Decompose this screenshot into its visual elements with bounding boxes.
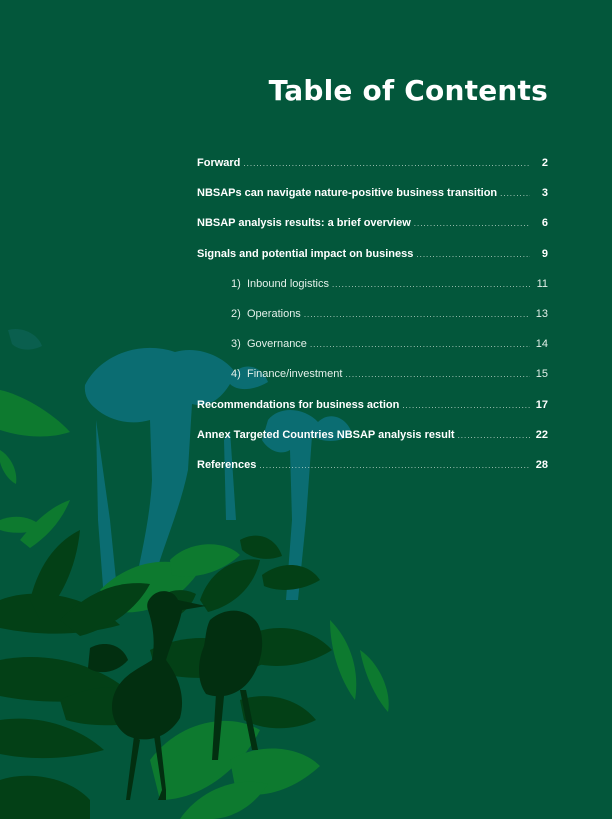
toc-entry[interactable] [197,338,548,368]
toc-entry-page-number: 2 [541,157,548,169]
toc-entry[interactable] [197,187,548,217]
page-title: Table of Contents [268,74,548,107]
toc-dot-leader [259,461,530,470]
toc-entry[interactable] [197,248,548,278]
toc-entry-label: NBSAP analysis results: a brief overview [197,217,411,230]
toc-entry-number: 1) [231,277,241,290]
toc-entry-number: 4) [231,368,241,381]
toc-entry-page-number: 9 [541,247,548,260]
toc-entry-page-number: 11 [536,277,548,290]
toc-entry-page-number: 22 [535,428,548,441]
toc-entry-page-number: 15 [535,368,548,381]
toc-entry-label: References [197,458,257,471]
toc-entry[interactable] [197,308,548,338]
toc-entry-page-number: 17 [535,398,548,411]
toc-dot-leader [243,159,530,168]
toc-dot-leader [310,340,530,349]
toc-entry[interactable] [197,399,548,429]
toc-dot-leader [402,401,530,410]
toc-entry-label: Inbound logistics [247,277,329,290]
toc-dot-leader [345,370,530,379]
toc-entry[interactable] [197,368,548,398]
toc-dot-leader [332,280,530,289]
toc-entry-label: Annex Targeted Countries NBSAP analysis result [197,428,455,441]
toc-entry-page-number: 6 [541,217,548,230]
toc-entry-label: Signals and potential impact on business [197,247,414,260]
toc-entry-number: 2) [231,307,241,320]
toc-entry-page-number: 13 [535,307,548,320]
toc-entry[interactable] [197,429,548,459]
toc-entry-page-number: 14 [535,338,548,351]
toc-entry-label: NBSAPs can navigate nature-positive business transition [197,187,498,200]
toc-entry[interactable] [197,217,548,247]
toc-entry-label: Recommendations for business action [197,398,400,411]
toc-entry-label: Governance [247,338,307,351]
toc-entry-label: Finance/investment [247,368,343,381]
toc-dot-leader [414,219,530,228]
toc-dot-leader [416,250,530,259]
toc-entry-label: Operations [247,307,301,320]
toc-entry[interactable] [197,157,548,187]
toc-entry-number: 3) [231,338,241,351]
table-of-contents [197,157,548,489]
toc-dot-leader [304,310,530,319]
toc-entry-label: Forward [197,157,241,169]
toc-entry-page-number: 3 [541,187,548,200]
toc-entry[interactable] [197,459,548,489]
toc-dot-leader [500,189,530,198]
toc-dot-leader [458,431,530,440]
toc-entry-page-number: 28 [535,458,548,471]
toc-entry[interactable] [197,278,548,308]
